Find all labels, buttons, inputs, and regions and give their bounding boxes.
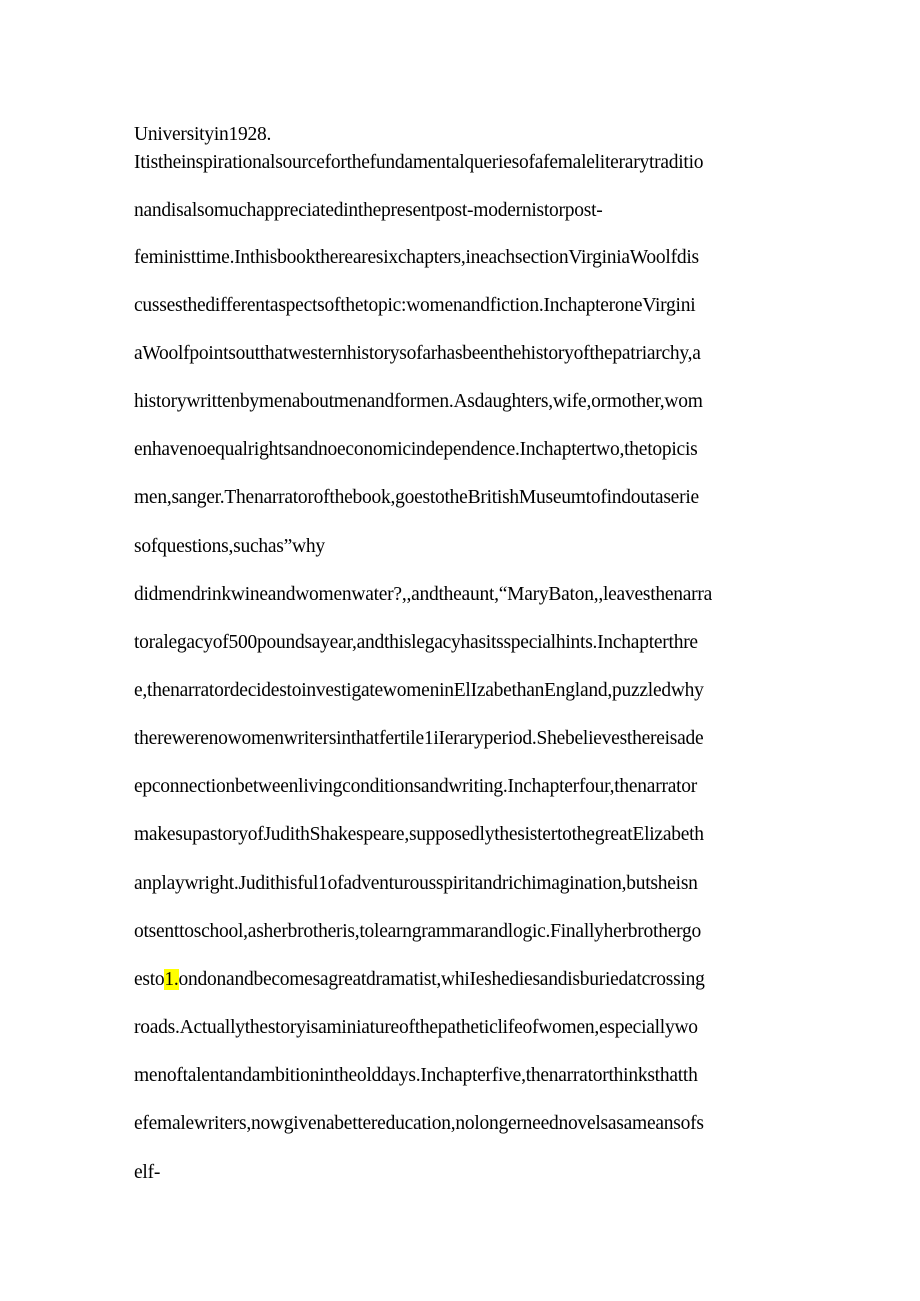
text-line-2: Itistheinspirationalsourceforthefundamentalqueriesofafemaleliterarytraditio	[134, 152, 704, 173]
text-line-13: e,thenarratordecidestoinvestigatewomeninElIzabethanEngland,puzzledwhy	[134, 680, 704, 701]
text-line-20: roads.Actuallythestoryisaminiatureofthepatheticlifeofwomen,especiallywo	[134, 1017, 698, 1038]
text-line-1: Universityin1928.	[134, 124, 272, 145]
text-line-9: men,sanger.Thenarratorofthebook,goestotheBritishMuseumtofindoutaserie	[134, 487, 699, 508]
text-line-19-end: ondonandbecomesagreatdramatist,whiIeshediesandisburiedatcrossing	[178, 969, 705, 990]
text-line-3: nandisalsomuchappreciatedinthepresentpost-modernistorpost-	[134, 200, 603, 221]
text-line-7: historywrittenbymenaboutmenandformen.Asdaughters,wife,ormother,wom	[134, 391, 703, 412]
text-line-4: feministtime.Inthisbooktherearesixchapters,ineachsectionVirginiaWoolfdis	[134, 247, 699, 268]
text-line-19-start: esto	[134, 969, 165, 990]
text-line-6: aWoolfpointsoutthatwesternhistorysofarhasbeenthehistoryofthepatriarchy,a	[134, 343, 701, 364]
text-line-5: cussesthedifferentaspectsofthetopic:womenandfiction.InchapteroneVirgini	[134, 295, 696, 316]
text-line-10: sofquestions,suchas”why	[134, 536, 325, 557]
text-line-16: makesupastoryofJudithShakespeare,supposedlythesistertothegreatElizabeth	[134, 824, 704, 845]
text-line-18: otsenttoschool,asherbrotheris,tolearngrammarandlogic.Finallyherbrothergo	[134, 921, 702, 942]
highlighted-text: 1.	[164, 969, 179, 990]
text-line-23: elf-	[134, 1162, 161, 1183]
text-line-17: anplaywright.Judithisful1ofadventurousspiritandrichimagination,butsheisn	[134, 873, 698, 894]
text-line-8: enhavenoequalrightsandnoeconomicindependence.Inchaptertwo,thetopicis	[134, 439, 698, 460]
text-line-21: menoftalentandambitionintheolddays.Inchapterfive,thenarratorthinksthatth	[134, 1065, 698, 1086]
text-line-22: efemalewriters,nowgivenabettereducation,nolongerneednovelsasameansofs	[134, 1113, 704, 1134]
text-line-12: toralegacyof500poundsayear,andthislegacyhasitsspecialhints.Inchapterthre	[134, 632, 698, 653]
text-line-14: therewerenowomenwritersinthatfertile1iIeraryperiod.Shebelievesthereisade	[134, 728, 704, 749]
text-line-19	[134, 968, 794, 992]
text-line-11: didmendrinkwineandwomenwater?,,andtheaunt,“MaryBaton,,leavesthenarra	[134, 584, 713, 605]
text-line-15: epconnectionbetweenlivingconditionsandwriting.Inchapterfour,thenarrator	[134, 776, 698, 797]
